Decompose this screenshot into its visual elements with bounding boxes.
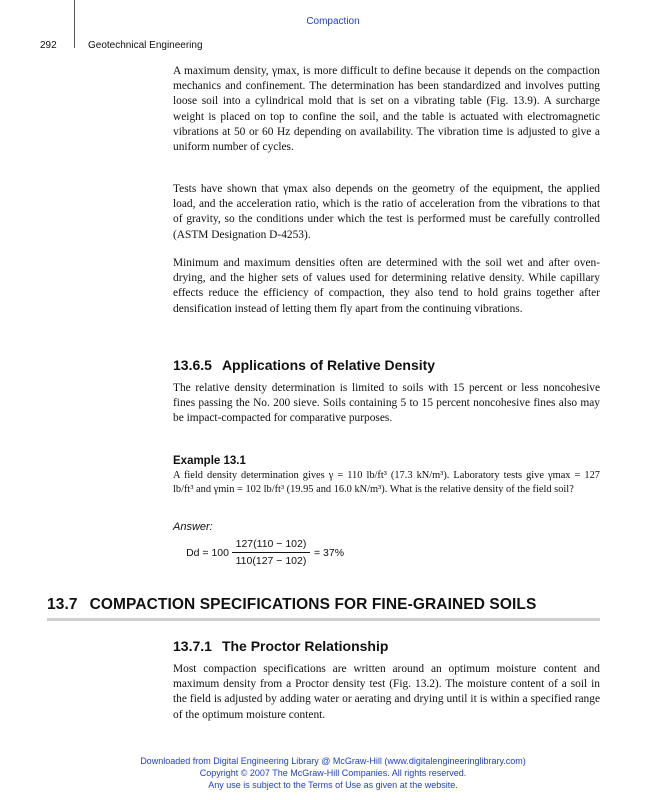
paragraph-relative-density-applications	[173, 381, 600, 427]
section-heading-13-7	[47, 596, 536, 614]
footer-copyright: Copyright © 2007 The McGraw-Hill Companies. All rights reserved.	[199, 768, 467, 778]
equation-fraction	[232, 538, 310, 570]
section-number: 13.7	[47, 596, 78, 613]
paragraph-text: Tests have shown that γmax also depends on the geometry of the equipment, the applied load, and the acceleration ratio, which is the ratio of acceleration from the vibrations to that of gravity, so the conditions under which the test is performed must be carefully controlled (ASTM Designation D-4253).	[173, 183, 600, 241]
page-number: 292	[40, 40, 57, 51]
section-heading-13-6-5	[173, 357, 435, 373]
equation-lhs: Dd = 100	[186, 547, 229, 559]
section-number: 13.7.1	[173, 638, 212, 654]
section-heading-13-7-1	[173, 638, 388, 654]
paragraph-text: Most compaction specifications are written around an optimum moisture content and maximum density from a Proctor density test (Fig. 13.2). The moisture content of a soil in the field is adjusted by adding water or aerating and drying until it is within a specified range of the optimum moisture content.	[173, 663, 600, 721]
chapter-title-link[interactable]: Compaction	[306, 16, 360, 27]
paragraph-proctor-relationship	[173, 662, 600, 723]
paragraph-gamma-max-geometry	[173, 182, 600, 243]
header-divider	[74, 0, 75, 48]
paragraph-text: A maximum density, γmax, is more difficult to define because it depends on the compaction mechanics and confinement. The determination has been standardized and involves putting loose soil into a cylindrical mold that is set on a vibrating table (Fig. 13.9). A surcharge weight is placed on top to confine the soil, and the table is actuated with electromagnetic vibrations at 50 or 60 Hz depending on availability. The vibration time is adjusted to give a uniform number of cycles.	[173, 65, 600, 154]
running-head: Geotechnical Engineering	[88, 40, 203, 51]
example-text: A field density determination gives γ = 110 lb/ft³ (17.3 kN/m³). Laboratory tests give γmax = 127 lb/ft³ and γmin = 102 lb/ft³ (19.95 and 16.0 kN/m³). What is the relative density of the field soil?	[173, 470, 600, 495]
footer-download-link[interactable]: Downloaded from Digital Engineering Library @ McGraw-Hill (www.digitalengineeringlibrary.com)	[140, 756, 526, 766]
footer-terms-link[interactable]: Any use is subject to the Terms of Use as given at the website.	[208, 780, 458, 790]
paragraph-min-max-densities	[173, 256, 600, 317]
paragraph-text: The relative density determination is limited to soils with 15 percent or less noncohesive fines passing the No. 200 sieve. Soils containing 5 to 15 percent noncohesive fines also may be impact-compacted for comparative purposes.	[173, 382, 600, 425]
paragraph-text: Minimum and maximum densities often are determined with the soil wet and after oven-drying, and the higher sets of values used for determining relative density. While capillary effects reduce the efficiency of compaction, they also tend to hold grains together after densification instead of letting them fly apart from the continuing vibrations.	[173, 257, 600, 315]
example-heading: Example 13.1	[173, 455, 246, 467]
section-number: 13.6.5	[173, 357, 212, 373]
section-rule	[47, 618, 600, 621]
equation-numerator: 127(110 − 102)	[235, 538, 307, 550]
equation-result: = 37%	[314, 547, 345, 559]
answer-label: Answer:	[173, 521, 213, 533]
fraction-bar	[232, 552, 310, 553]
section-title: COMPACTION SPECIFICATIONS FOR FINE-GRAINED SOILS	[89, 596, 537, 613]
section-title: The Proctor Relationship	[221, 638, 389, 654]
section-title: Applications of Relative Density	[221, 357, 436, 373]
paragraph-max-density	[173, 64, 600, 155]
equation-denominator: 110(127 − 102)	[235, 555, 307, 567]
